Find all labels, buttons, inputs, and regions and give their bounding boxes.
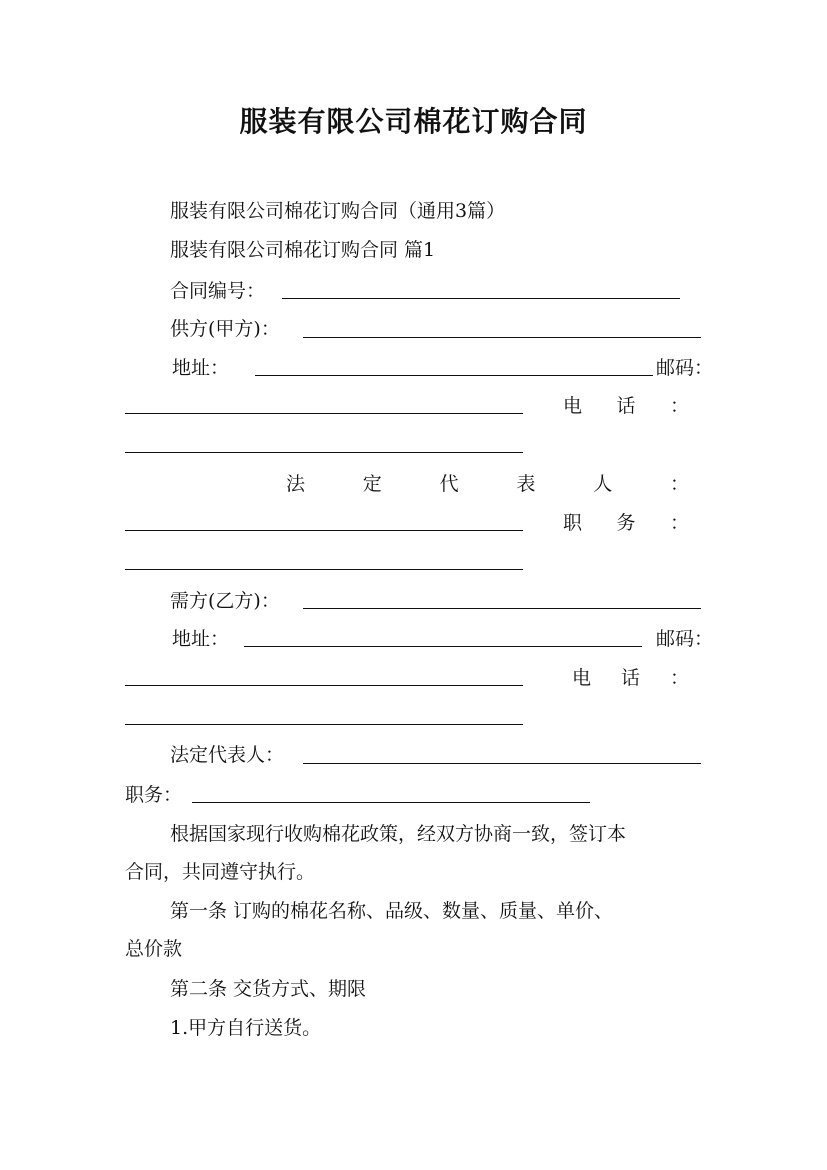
party-b-blank[interactable] [303,608,701,609]
party-b-label: 需方(乙方)： [170,590,280,612]
contract-no-blank[interactable] [282,298,680,299]
party-b-duty-blank[interactable] [192,802,590,803]
party-a-postcode-blank[interactable] [125,413,523,414]
party-b-address-blank[interactable] [244,646,642,647]
party-a-phone-label: 电 话 ： [563,395,689,417]
party-b-postcode-blank[interactable] [125,685,523,686]
paragraph-1-line-1: 根据国家现行收购棉花政策，经双方协商一致，签订本 [170,823,627,845]
article-1-line-1: 第一条 订购的棉花名称、品级、数量、质量、单价、 [170,900,614,922]
party-b-postcode-label: 邮码： [656,628,714,650]
party-b-rep-label: 法定代表人： [170,744,285,766]
article-2-item-1: 1.甲方自行送货。 [170,1017,322,1039]
party-b-duty-label: 职务： [125,784,183,806]
party-a-address-blank[interactable] [255,375,653,376]
article-2-heading: 第二条 交货方式、期限 [170,978,367,1000]
party-a-postcode-label: 邮码： [656,357,714,379]
paragraph-1-line-2: 合同，共同遵守执行。 [125,861,316,883]
party-a-label: 供方(甲方)： [170,318,280,340]
party-b-phone-blank[interactable] [125,724,523,725]
party-a-phone-blank[interactable] [125,452,523,453]
party-a-duty-blank[interactable] [125,569,523,570]
article-1-line-2: 总价款 [125,938,183,960]
party-a-blank[interactable] [303,337,701,338]
contract-no-label: 合同编号： [170,280,266,302]
party-a-address-label: 地址： [172,357,230,379]
section-heading: 服装有限公司棉花订购合同 篇1 [170,239,436,261]
party-a-rep-label: 法 定 代 表 人 ： [286,473,689,495]
party-b-phone-label: 电 话 ： [572,667,689,689]
party-b-address-label: 地址： [172,628,230,650]
document-subtitle: 服装有限公司棉花订购合同（通用3篇） [170,200,506,222]
document-title: 服装有限公司棉花订购合同 [239,105,588,138]
party-a-duty-label: 职 务 ： [563,512,689,534]
party-b-rep-blank[interactable] [303,763,701,764]
party-a-rep-blank[interactable] [125,530,523,531]
